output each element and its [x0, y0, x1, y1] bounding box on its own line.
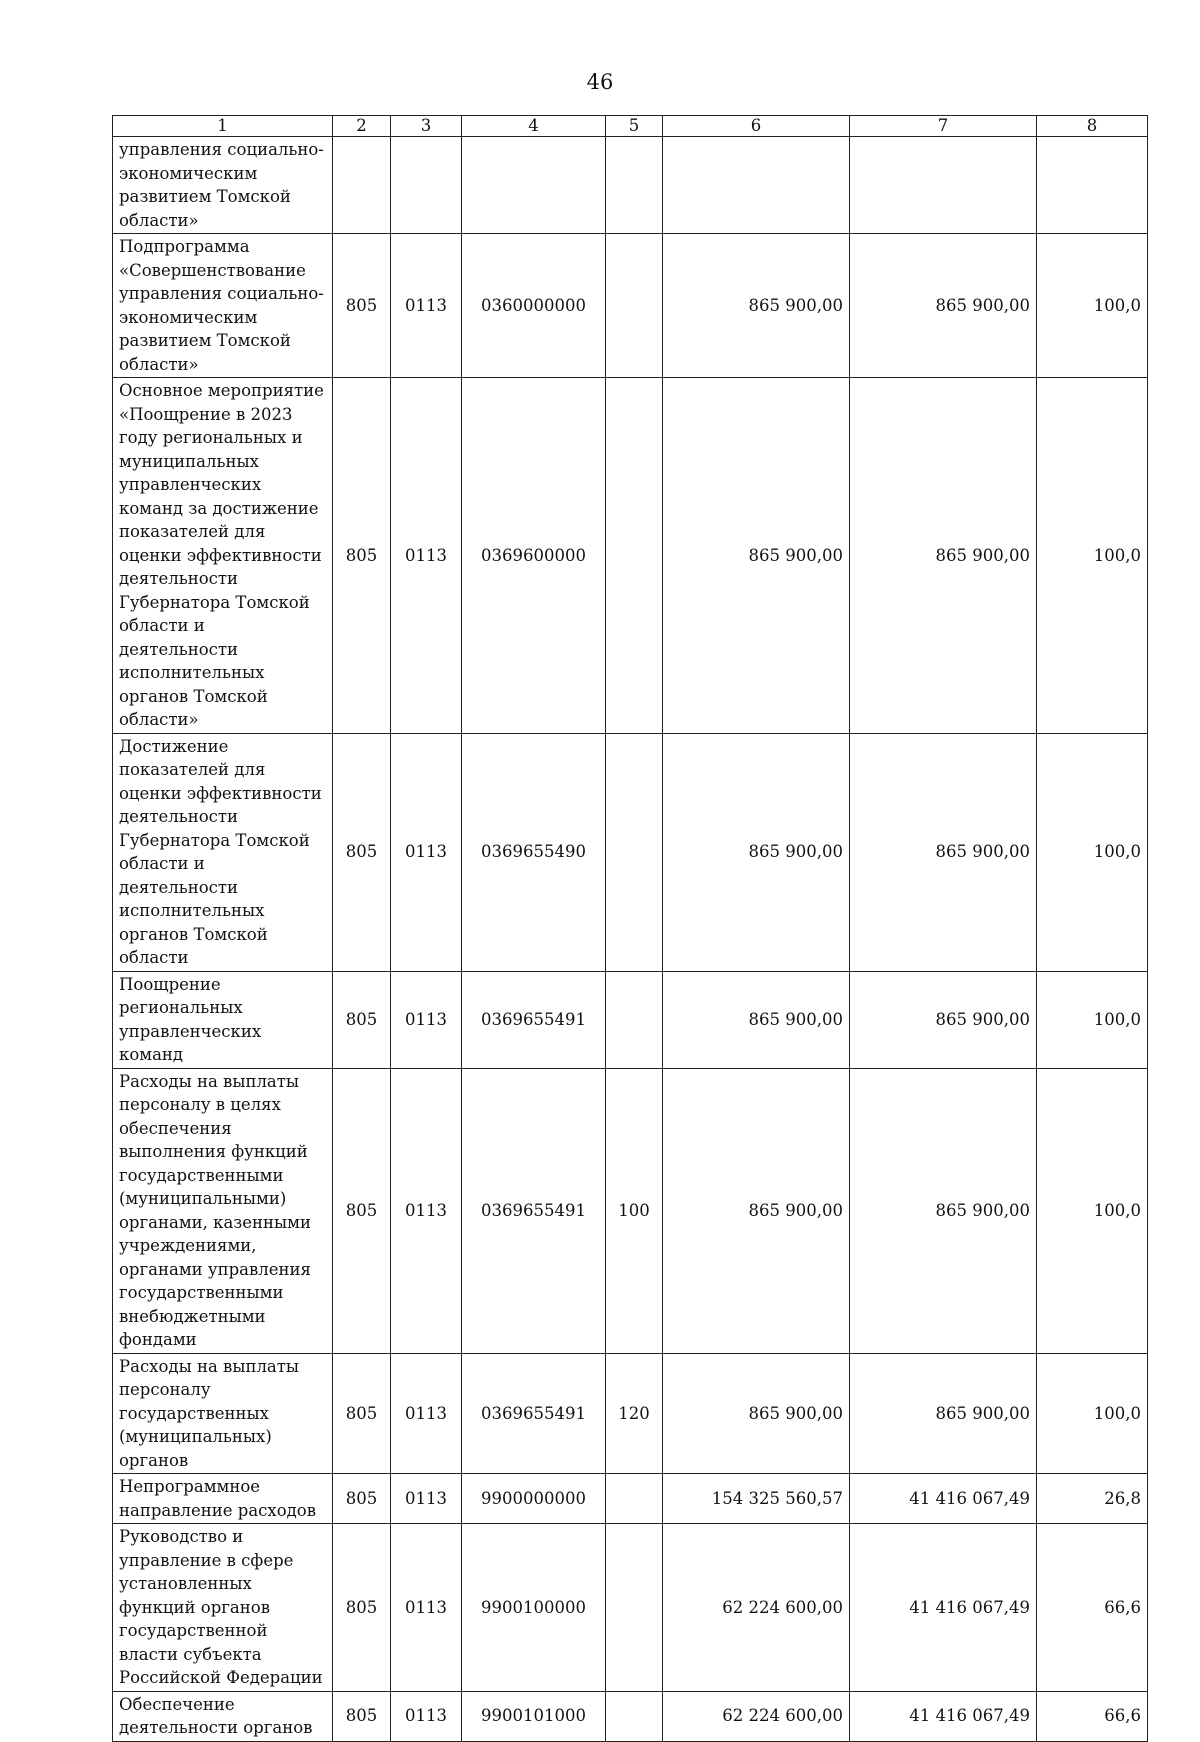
actual-amount: 865 900,00 — [850, 1068, 1037, 1353]
column-header: 7 — [850, 116, 1037, 137]
target-article-code: 0360000000 — [462, 234, 606, 378]
execution-percent: 100,0 — [1037, 971, 1148, 1068]
section-code: 0113 — [391, 234, 462, 378]
section-code: 0113 — [391, 971, 462, 1068]
table-row — [113, 733, 1148, 971]
actual-amount: 865 900,00 — [850, 733, 1037, 971]
execution-percent: 100,0 — [1037, 1353, 1148, 1474]
plan-amount: 154 325 560,57 — [663, 1474, 850, 1524]
actual-amount: 41 416 067,49 — [850, 1524, 1037, 1692]
plan-amount — [663, 137, 850, 234]
plan-amount: 62 224 600,00 — [663, 1691, 850, 1741]
actual-amount: 865 900,00 — [850, 971, 1037, 1068]
table-row — [113, 1474, 1148, 1524]
actual-amount: 41 416 067,49 — [850, 1474, 1037, 1524]
ministry-code: 805 — [333, 1474, 391, 1524]
ministry-code — [333, 137, 391, 234]
plan-amount: 865 900,00 — [663, 1353, 850, 1474]
execution-percent: 100,0 — [1037, 234, 1148, 378]
expense-type-code — [606, 137, 663, 234]
page-number: 46 — [586, 70, 614, 94]
column-header: 6 — [663, 116, 850, 137]
ministry-code: 805 — [333, 1524, 391, 1692]
target-article-code: 9900101000 — [462, 1691, 606, 1741]
expense-type-code — [606, 234, 663, 378]
target-article-code: 9900000000 — [462, 1474, 606, 1524]
expense-name: Расходы на выплаты персоналу государственных (муниципальных) органов — [113, 1353, 333, 1474]
ministry-code: 805 — [333, 1068, 391, 1353]
execution-percent: 66,6 — [1037, 1524, 1148, 1692]
target-article-code: 0369655491 — [462, 1068, 606, 1353]
expense-name: Достижение показателей для оценки эффективности деятельности Губернатора Томской области и деятельности исполнительных органов Томской области — [113, 733, 333, 971]
expense-name: Обеспечение деятельности органов — [113, 1691, 333, 1741]
expense-type-code: 120 — [606, 1353, 663, 1474]
expense-name: Поощрение региональных управленческих команд — [113, 971, 333, 1068]
column-header: 4 — [462, 116, 606, 137]
table-row — [113, 971, 1148, 1068]
section-code: 0113 — [391, 733, 462, 971]
expense-name: Основное мероприятие «Поощрение в 2023 году региональных и муниципальных управленческих команд за достижение показателей для оценки эффективности деятельности Губернатора Томской области и деятельности исполнительных органов Томской области» — [113, 378, 333, 734]
target-article-code: 0369600000 — [462, 378, 606, 734]
ministry-code: 805 — [333, 971, 391, 1068]
section-code: 0113 — [391, 1524, 462, 1692]
table-row — [113, 234, 1148, 378]
expense-name: Руководство и управление в сфере установленных функций органов государственной власти субъекта Российской Федерации — [113, 1524, 333, 1692]
target-article-code: 0369655490 — [462, 733, 606, 971]
column-header: 5 — [606, 116, 663, 137]
section-code: 0113 — [391, 1353, 462, 1474]
column-header: 8 — [1037, 116, 1148, 137]
table-row — [113, 1524, 1148, 1692]
expense-name: управления социально-экономическим развитием Томской области» — [113, 137, 333, 234]
plan-amount: 865 900,00 — [663, 733, 850, 971]
expense-type-code — [606, 1524, 663, 1692]
actual-amount — [850, 137, 1037, 234]
target-article-code: 0369655491 — [462, 971, 606, 1068]
table-row — [113, 137, 1148, 234]
execution-percent: 100,0 — [1037, 1068, 1148, 1353]
expense-name: Расходы на выплаты персоналу в целях обеспечения выполнения функций государственными (муниципальными) органами, казенными учреждениями, органами управления государственными внебюджетными фондами — [113, 1068, 333, 1353]
expense-name: Непрограммное направление расходов — [113, 1474, 333, 1524]
plan-amount: 865 900,00 — [663, 378, 850, 734]
section-code: 0113 — [391, 1068, 462, 1353]
target-article-code: 9900100000 — [462, 1524, 606, 1692]
column-header: 2 — [333, 116, 391, 137]
table-row — [113, 1353, 1148, 1474]
execution-percent: 66,6 — [1037, 1691, 1148, 1741]
header-row — [113, 116, 1148, 137]
plan-amount: 865 900,00 — [663, 1068, 850, 1353]
actual-amount: 41 416 067,49 — [850, 1691, 1037, 1741]
column-header: 1 — [113, 116, 333, 137]
plan-amount: 62 224 600,00 — [663, 1524, 850, 1692]
budget-table — [112, 115, 1148, 1742]
section-code: 0113 — [391, 378, 462, 734]
table-row — [113, 378, 1148, 734]
expense-type-code — [606, 1474, 663, 1524]
plan-amount: 865 900,00 — [663, 234, 850, 378]
table-row — [113, 1691, 1148, 1741]
execution-percent — [1037, 137, 1148, 234]
expense-type-code — [606, 733, 663, 971]
execution-percent: 100,0 — [1037, 733, 1148, 971]
ministry-code: 805 — [333, 1691, 391, 1741]
actual-amount: 865 900,00 — [850, 378, 1037, 734]
column-header: 3 — [391, 116, 462, 137]
ministry-code: 805 — [333, 234, 391, 378]
execution-percent: 100,0 — [1037, 378, 1148, 734]
expense-type-code — [606, 971, 663, 1068]
target-article-code: 0369655491 — [462, 1353, 606, 1474]
expense-type-code: 100 — [606, 1068, 663, 1353]
section-code: 0113 — [391, 1474, 462, 1524]
expense-name: Подпрограмма «Совершенствование управления социально-экономическим развитием Томской области» — [113, 234, 333, 378]
plan-amount: 865 900,00 — [663, 971, 850, 1068]
target-article-code — [462, 137, 606, 234]
section-code: 0113 — [391, 1691, 462, 1741]
execution-percent: 26,8 — [1037, 1474, 1148, 1524]
expense-type-code — [606, 1691, 663, 1741]
table-row — [113, 1068, 1148, 1353]
ministry-code: 805 — [333, 1353, 391, 1474]
actual-amount: 865 900,00 — [850, 1353, 1037, 1474]
ministry-code: 805 — [333, 733, 391, 971]
ministry-code: 805 — [333, 378, 391, 734]
actual-amount: 865 900,00 — [850, 234, 1037, 378]
expense-type-code — [606, 378, 663, 734]
section-code — [391, 137, 462, 234]
